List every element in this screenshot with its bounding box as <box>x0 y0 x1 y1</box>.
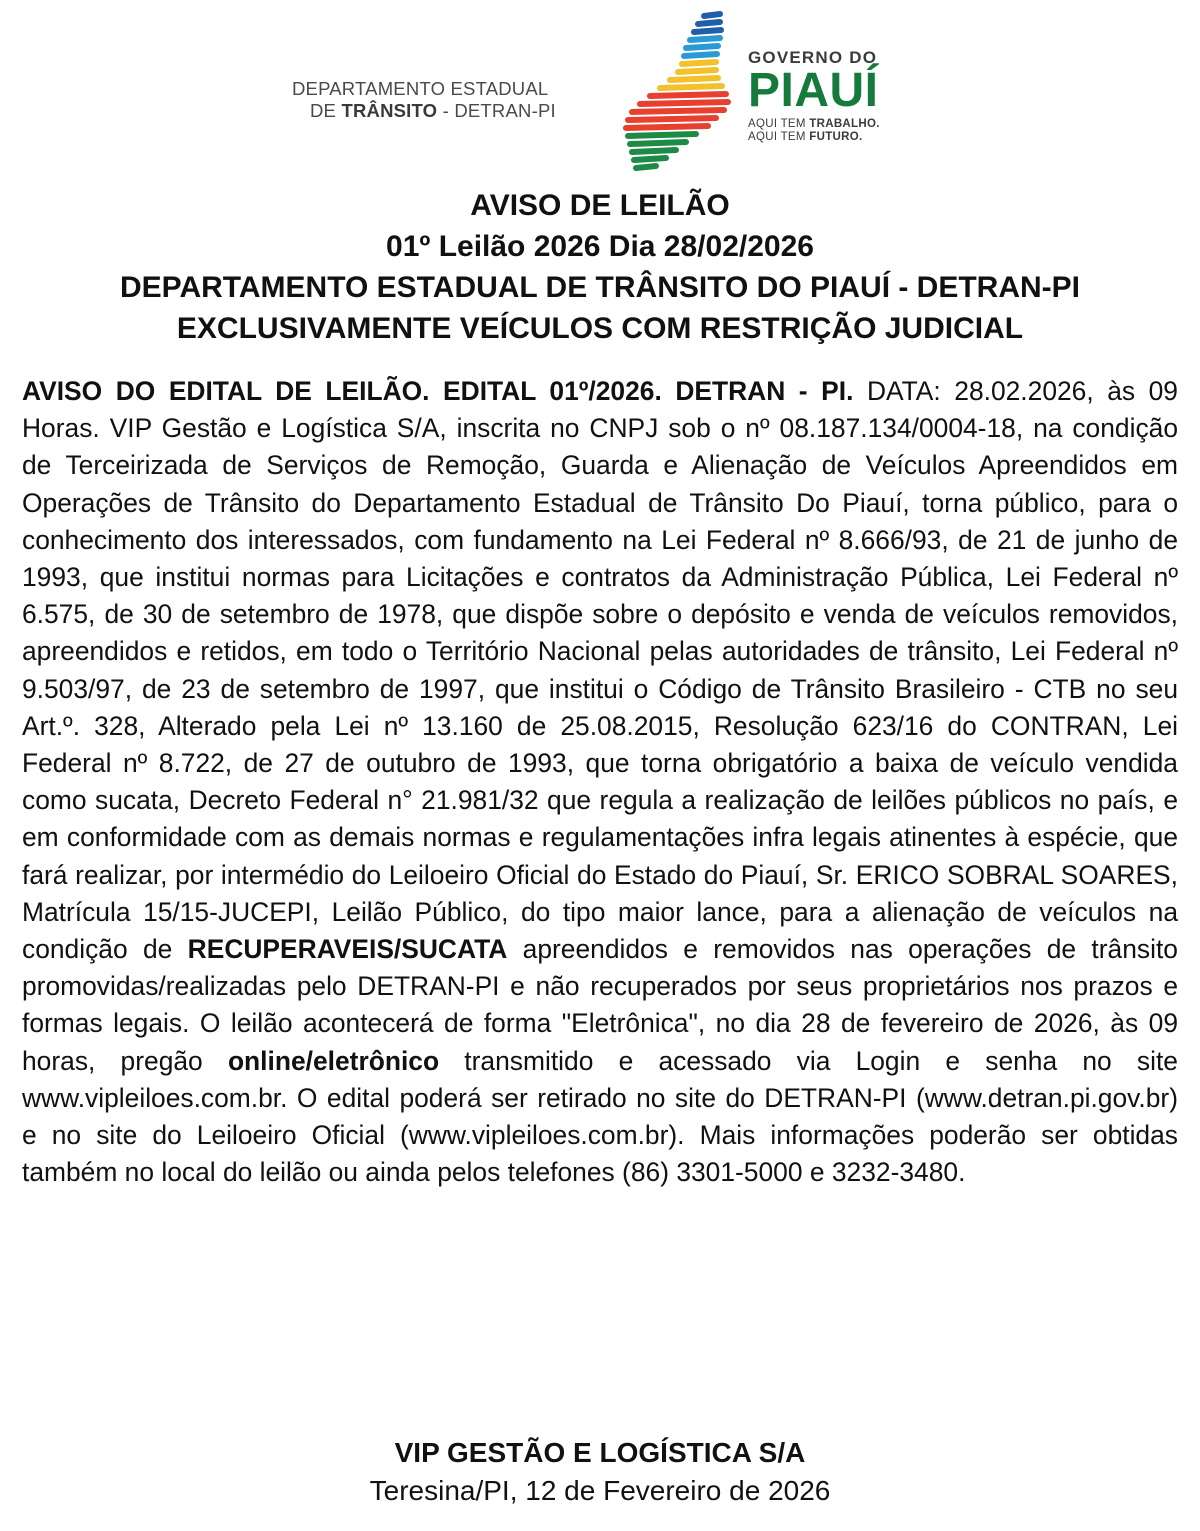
body-text-3: apreendidos e removidos nas operações de trânsito promovidas/realizadas pelo DETRAN-PI e não recuperados por seus proprietários nos prazos e formas legais. O leilão acontecerá de forma "Eletrônica", no dia 28 de fevereiro de 2026, às 09 horas, pregão <box>22 934 1178 1076</box>
notice-titles <box>0 185 1200 349</box>
gov-slogan <box>748 118 938 144</box>
body-lead: AVISO DO EDITAL DE LEILÃO. EDITAL 01º/2026. DETRAN - PI. <box>22 376 854 406</box>
title-line4: EXCLUSIVAMENTE VEÍCULOS COM RESTRIÇÃO JUDICIAL <box>176 312 1024 345</box>
slogan1-bold: TRABALHO. <box>809 118 880 130</box>
gov-logo-line2: PIAUÍ <box>748 64 879 117</box>
body-text-1: DATA: 28.02.2026, às 09 Horas. VIP Gestão e Logística S/A, inscrita no CNPJ sob o nº 08.187.134/0004-18, na condição de Terceirizada de Serviços de Remoção, Guarda e Alienação de Veículos Apreendidos em Operações de Trânsito do Departamento Estadual de Trânsito Do Piauí, torna público, para o conhecimento dos interessados, com fundamento na Lei Federal nº 8.666/93, de 21 de junho de 1993, que institui normas para Licitações e contratos da Administração Pública, Lei Federal nº 6.575, de 30 de setembro de 1978, que dispõe sobre o depósito e venda de veículos removidos, apreendidos e retidos, em todo o Território Nacional pelas autoridades de trânsito, Lei Federal nº 9.503/97, de 23 de setembro de 1997, que institui o Código de Trânsito Brasileiro - CTB no seu Art.º. 328, Alterado pela Lei nº 13.160 de 25.08.2015, Resolução 623/16 do CONTRAN, Lei Federal nº 8.722, de 27 de outubro de 1993, que torna obrigatório a baixa de veículo vendida como sucata, Decreto Federal n° 21.981/32 que regula a realização de leilões públicos no país, e em conformidade com as demais normas e regulamentações infra legais atinentes à espécie, que fará realizar, por intermédio do Leiloeiro Oficial do Estado do Piauí, Sr. ERICO SOBRAL SOARES, Matrícula 15/15-JUCEPI, Leilão Público, do tipo maior lance, para a alienação de veículos na condição de <box>22 376 1178 965</box>
detran-logo-prefix: DE <box>310 100 342 121</box>
title-line2: 01º Leilão 2026 Dia 28/02/2026 <box>386 230 814 263</box>
detran-logo-bold: TRÂNSITO <box>341 100 438 121</box>
title-line1: AVISO DE LEILÃO <box>470 189 730 222</box>
detran-pi-logo <box>292 78 597 122</box>
title-line3: DEPARTAMENTO ESTADUAL DE TRÂNSITO DO PIAUÍ - DETRAN-PI <box>119 271 1081 304</box>
detran-logo-line1: DEPARTAMENTO ESTADUAL <box>292 78 549 99</box>
signature-block <box>0 1434 1200 1510</box>
signature-company: VIP GESTÃO E LOGÍSTICA S/A <box>394 1437 806 1468</box>
notice-body <box>22 373 1178 1191</box>
slogan2-bold: FUTURO. <box>809 131 863 143</box>
body-text-5: transmitido e acessado via Login e senha no site www.vipleiloes.com.br. O edital poderá ser retirado no site do DETRAN-PI (www.detran.pi.gov.br) e no site do Leiloeiro Oficial (www.vipleiloes.com.br). Mais informações poderão ser obtidas também no local do leilão ou ainda pelos telefones (86) 3301-5000 e 3232-3480. <box>22 1045 1178 1188</box>
piaui-map-emblem-icon <box>620 10 740 180</box>
slogan2-prefix: AQUI TEM <box>748 131 810 143</box>
gov-logo-line1: GOVERNO DO <box>748 48 878 67</box>
header <box>0 0 1200 180</box>
body-bold-4: online/eletrônico <box>227 1045 440 1076</box>
slogan1-prefix: AQUI TEM <box>748 118 810 130</box>
detran-logo-line2 <box>292 100 597 122</box>
signature-place-date: Teresina/PI, 12 de Fevereiro de 2026 <box>369 1475 831 1506</box>
governo-do-piaui-logo <box>748 48 938 144</box>
detran-logo-suffix: - DETRAN-PI <box>437 100 556 121</box>
body-bold-2: RECUPERAVEIS/SUCATA <box>187 934 508 965</box>
